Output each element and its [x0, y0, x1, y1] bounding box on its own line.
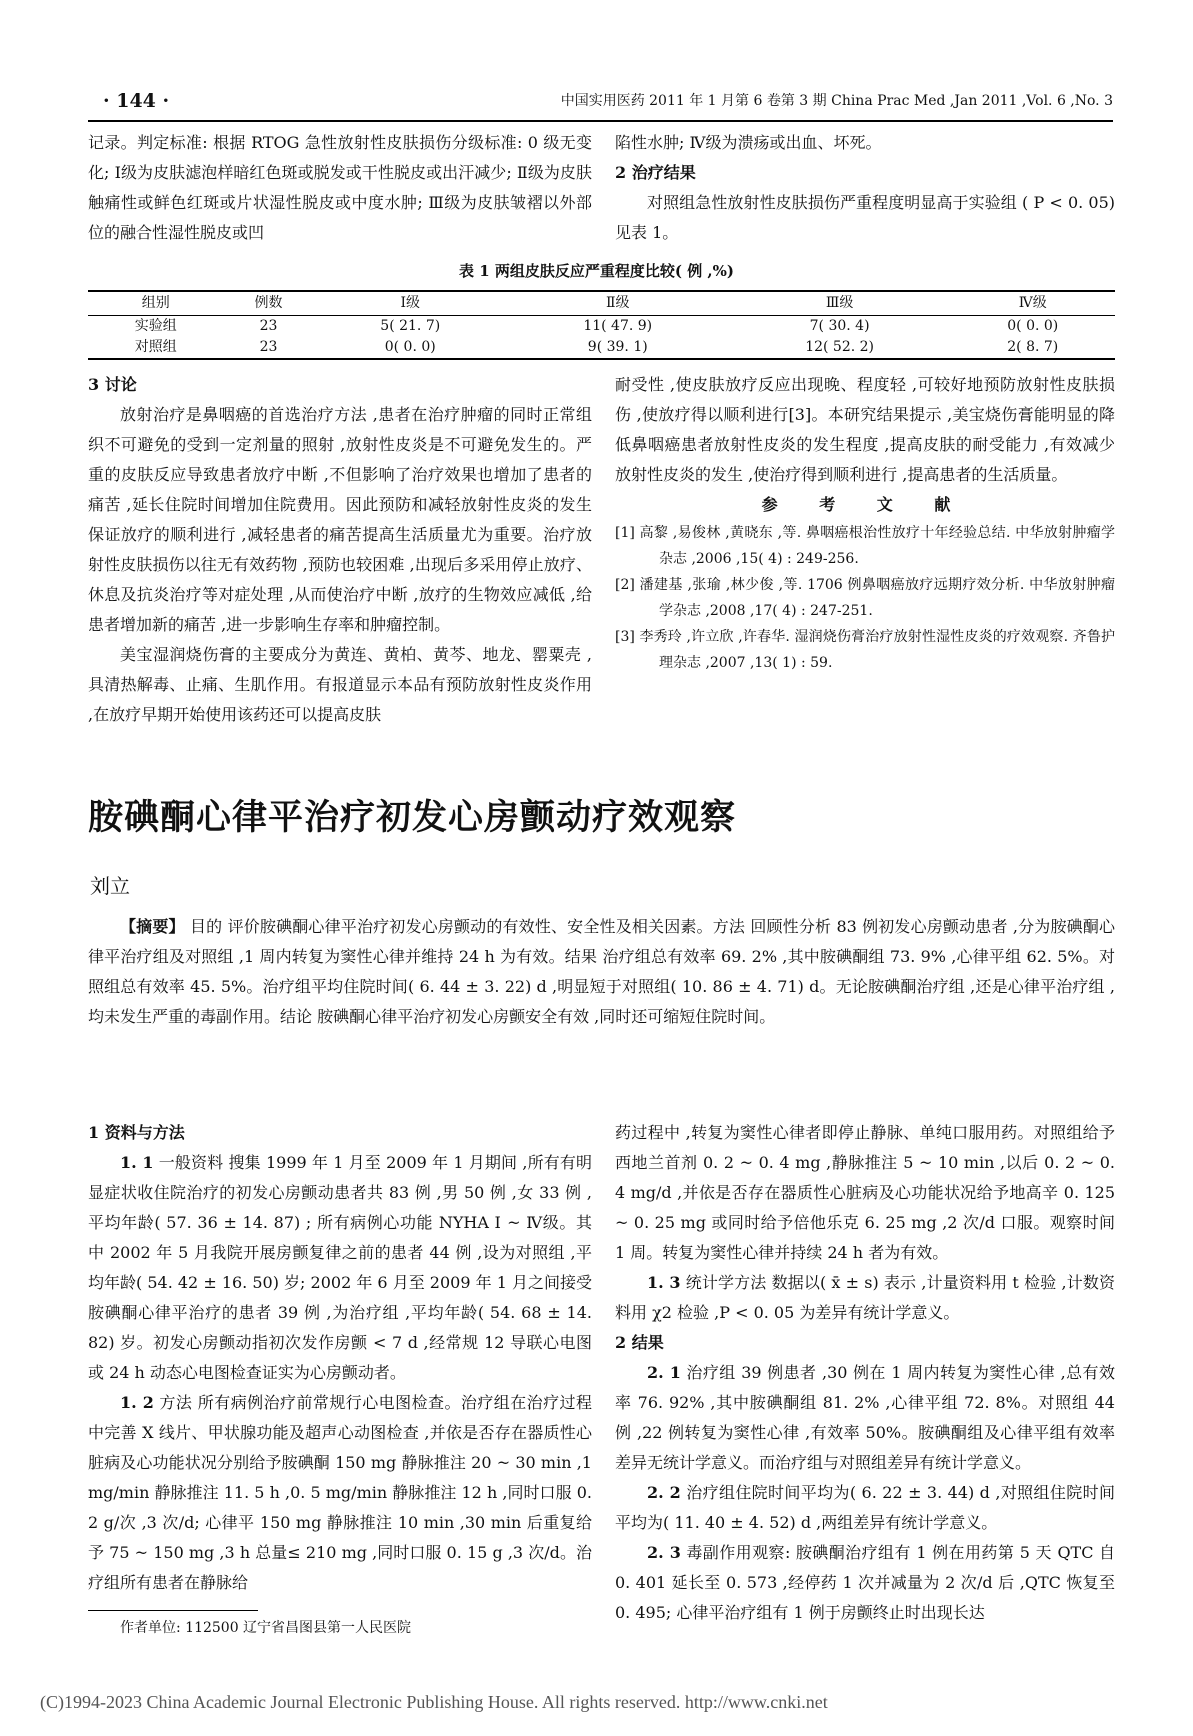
table-header-row	[88, 291, 1115, 316]
table-cell: 23	[259, 318, 278, 334]
reference-item: [1] 高黎 ,易俊林 ,黄晓东 ,等. 鼻咽癌根治性放疗十年经验总结. 中华放射肿瘤学杂志 ,2006 ,15( 4) : 249-256.	[615, 525, 1115, 567]
table-cell: 0( 0. 0)	[314, 337, 507, 359]
prev-left-column-top	[88, 128, 592, 248]
result-text: 对照组急性放射性皮肤损伤严重程度明显高于实验组 ( P < 0. 05) 见表 1。	[615, 193, 1115, 242]
abstract-label: 【摘要】	[120, 917, 185, 936]
article-right-column	[615, 1118, 1115, 1628]
author-affiliation: 作者单位: 112500 辽宁省昌图县第一人民医院	[120, 1620, 412, 1636]
journal-header: 中国实用医药 2011 年 1 月第 6 卷第 3 期 China Prac Med ,Jan 2011 ,Vol. 6 ,No. 3	[560, 93, 1113, 109]
table-row	[88, 337, 1115, 359]
section-1-2	[88, 1388, 592, 1598]
prev-right-column-top	[615, 128, 1115, 248]
prev-right-column-discussion	[615, 370, 1115, 676]
abstract	[88, 912, 1115, 1032]
table-cell: 2( 8. 7)	[951, 337, 1115, 359]
abstract-text: 目的 评价胺碘酮心律平治疗初发心房颤动的有效性、安全性及相关因素。方法 回顾性分析 83 例初发心房颤动患者 ,分为胺碘酮心律平治疗组及对照组 ,1 周内转复为窦性心律并维持 24 h 为有效。结果 治疗组总有效率 69. 2% ,其中胺碘酮组 73. 9% ,心律平组 62. 5%。对照组总有效率 45. 5%。治疗组平均住院时间( 6. 44 ± 3. 22) d ,明显短于对照组( 10. 86 ± 4. 71) d。无论胺碘酮治疗组 ,还是心律平治疗组 ,均未发生严重的毒副作用。结论 胺碘酮心律平治疗初发心房颤安全有效 ,同时还可缩短住院时间。	[88, 917, 1115, 1026]
methods-heading: 1 资料与方法	[88, 1123, 185, 1142]
table-caption: 表 1 两组皮肤反应严重程度比较( 例 ,%)	[459, 262, 734, 280]
discussion-para: 耐受性 ,使皮肤放疗反应出现晚、程度轻 ,可较好地预防放射性皮肤损伤 ,使放疗得以顺利进行[3]。本研究结果提示 ,美宝烧伤膏能明显的降低鼻咽癌患者放射性皮炎的发生程度 ,提高皮肤的耐受能力 ,有效减少放射性皮炎的发生 ,使治疗得到顺利进行 ,提高患者的生活质量。	[615, 375, 1115, 484]
reference-item: [2] 潘建基 ,张瑜 ,林少俊 ,等. 1706 例鼻咽癌放疗远期疗效分析. 中华放射肿瘤学杂志 ,2008 ,17( 4) : 247-251.	[615, 577, 1115, 619]
table-cell: 5( 21. 7)	[380, 318, 441, 334]
grading-criteria-cont: 陷性水肿; Ⅳ级为溃疡或出血、坏死。	[615, 133, 882, 152]
section-1-2-cont: 药过程中 ,转复为窦性心律者即停止静脉、单纯口服用药。对照组给予西地兰首剂 0. 2 ~ 0. 4 mg ,静脉推注 5 ~ 10 min ,以后 0. 2 ~ 0. 4 mg/d ,并依是否存在器质性心脏病及心功能状况给予地高辛 0. 125 ~ 0. 25 mg 或同时给予倍他乐克 6. 25 mg ,2 次/d 口服。观察时间 1 周。转复为窦性心律并持续 24 h 者为有效。	[615, 1123, 1115, 1262]
reference-item: [3] 李秀玲 ,许立欣 ,许春华. 湿润烧伤膏治疗放射性湿性皮炎的疗效观察. 齐鲁护理杂志 ,2007 ,13( 1) : 59.	[615, 629, 1115, 671]
section-text: 毒副作用观察: 胺碘酮治疗组有 1 例在用药第 5 天 QTC 自 0. 401 延长至 0. 573 ,经停药 1 次并减量为 2 次/d 后 ,QTC 恢复至 0. 495; 心律平治疗组有 1 例于房颤终止时出现长达	[615, 1543, 1115, 1622]
section-label: 2. 3	[647, 1543, 681, 1562]
grading-criteria-text: 记录。判定标准: 根据 RTOG 急性放射性皮肤损伤分级标准: 0 级无变化; Ⅰ级为皮肤滤泡样暗红色斑或脱发或干性脱皮或出汗减少; Ⅱ级为皮肤触痛性或鲜色红斑或片状湿性脱皮或中度水肿; Ⅲ级为皮肤皱褶以外部位的融合性湿性脱皮或凹	[88, 133, 592, 242]
section-label: 1. 2	[120, 1393, 154, 1412]
section-1-1	[88, 1148, 592, 1388]
section-label: 2. 1	[647, 1363, 681, 1382]
skin-reaction-table	[88, 290, 1115, 360]
section-text: 治疗组 39 例患者 ,30 例在 1 周内转复为窦性心律 ,总有效率 76. 92% ,其中胺碘酮组 81. 2% ,心律平组 72. 8%。对照组 44 例 ,22 例转复为窦性心律 ,有效率 50%。胺碘酮组及心律平组有效率差异无统计学意义。而治疗组与对照组差异有统计学意义。	[615, 1363, 1116, 1472]
section-text: 方法 所有病例治疗前常规行心电图检查。治疗组在治疗过程中完善 X 线片、甲状腺功能及超声心动图检查 ,并依是否存在器质性心脏病及心功能状况分别给予胺碘酮 150 mg 静脉推注 20 ~ 30 min ,1 mg/min 静脉推注 11. 5 h ,0. 5 mg/min 静脉推注 12 h ,同时口服 0. 2 g/次 ,3 次/d; 心律平 150 mg 静脉推注 10 min ,30 min 后重复给予 75 ~ 150 mg ,3 h 总量≤ 210 mg ,同时口服 0. 15 g ,3 次/d。治疗组所有患者在静脉给	[88, 1393, 592, 1592]
article-title: 胺碘酮心律平治疗初发心房颤动疗效观察	[88, 798, 737, 838]
col-header: Ⅲ级	[729, 291, 951, 316]
article-author: 刘立	[90, 874, 130, 898]
table-cell: 11( 47. 9)	[583, 318, 653, 334]
table-cell: 23	[223, 337, 313, 359]
section-2-3	[615, 1538, 1115, 1628]
discussion-heading: 3 讨论	[88, 375, 137, 394]
results-heading: 2 结果	[615, 1333, 664, 1352]
section-label: 2. 2	[647, 1483, 681, 1502]
section-text: 一般资料 搜集 1999 年 1 月至 2009 年 1 月期间 ,所有有明显症状收住院治疗的初发心房颤动患者共 83 例 ,男 50 例 ,女 33 例 ,平均年龄( 57. 36 ± 14. 87) ; 所有病例心功能 NYHA Ⅰ ~ Ⅳ级。其中 2002 年 5 月我院开展房颤复律之前的患者 44 例 ,设为对照组 ,平均年龄( 54. 42 ± 16. 50) 岁; 2002 年 6 月至 2009 年 1 月之间接受胺碘酮心律平治疗的患者 39 例 ,为治疗组 ,平均年龄( 54. 68 ± 14. 82) 岁。初发心房颤动指初次发作房颤 < 7 d ,经常规 12 导联心电图或 24 h 动态心电图检查证实为心房颤动者。	[88, 1153, 592, 1382]
col-header: Ⅱ级	[507, 291, 729, 316]
section-1-3	[615, 1268, 1115, 1328]
section-label: 1. 1	[120, 1153, 154, 1172]
section-text: 统计学方法 数据以( x̄ ± s) 表示 ,计量资料用 t 检验 ,计数资料用 χ2 检验 ,P < 0. 05 为差异有统计学意义。	[615, 1273, 1115, 1322]
discussion-para: 美宝湿润烧伤膏的主要成分为黄连、黄柏、黄芩、地龙、罂粟壳 ,具清热解毒、止痛、生肌作用。有报道显示本品有预防放射性皮炎作用 ,在放疗早期开始使用该药还可以提高皮肤	[88, 645, 592, 724]
table-cell: 对照组	[88, 337, 223, 359]
col-header: Ⅳ级	[951, 291, 1115, 316]
footnote-rule	[88, 1610, 258, 1611]
table-cell: 实验组	[134, 318, 177, 334]
section-2-2	[615, 1478, 1115, 1538]
table-cell: 9( 39. 1)	[507, 337, 729, 359]
header-rule	[88, 120, 1113, 122]
col-header: Ⅰ级	[314, 291, 507, 316]
copyright-footer: (C)1994-2023 China Academic Journal Electronic Publishing House. All rights reserved. http://www.cnki.net	[40, 1692, 828, 1712]
article-left-column	[88, 1118, 592, 1598]
prev-left-column-discussion	[88, 370, 592, 730]
section-2-1	[615, 1358, 1115, 1478]
section-text: 治疗组住院时间平均为( 6. 22 ± 3. 44) d ,对照组住院时间平均为( 11. 40 ± 4. 52) d ,两组差异有统计学意义。	[615, 1483, 1115, 1532]
discussion-para: 放射治疗是鼻咽癌的首选治疗方法 ,患者在治疗肿瘤的同时正常组织不可避免的受到一定剂量的照射 ,放射性皮炎是不可避免发生的。严重的皮肤反应导致患者放疗中断 ,不但影响了治疗效果也增加了患者的痛苦 ,延长住院时间增加住院费用。因此预防和减轻放射性皮炎的发生保证放疗的顺利进行 ,减轻患者的痛苦提高生活质量尤为重要。治疗放射性皮肤损伤以往无有效药物 ,预防也较困难 ,出现后多采用停止放疗、休息及抗炎治疗等对症处理 ,从而使治疗中断 ,放疗的生物效应减低 ,给患者增加新的痛苦 ,进一步影响生存率和肿瘤控制。	[88, 405, 592, 634]
col-header: 例数	[223, 291, 313, 316]
table-cell: 12( 52. 2)	[729, 337, 951, 359]
result-heading: 2 治疗结果	[615, 163, 696, 182]
table-cell: 7( 30. 4)	[809, 318, 870, 334]
page-number: · 144 ·	[103, 90, 170, 112]
section-label: 1. 3	[647, 1273, 681, 1292]
references-title: 参 考 文 献	[761, 495, 969, 514]
col-header: 组别	[88, 291, 223, 316]
table-cell: 0( 0. 0)	[1007, 318, 1059, 334]
table-row	[88, 316, 1115, 338]
